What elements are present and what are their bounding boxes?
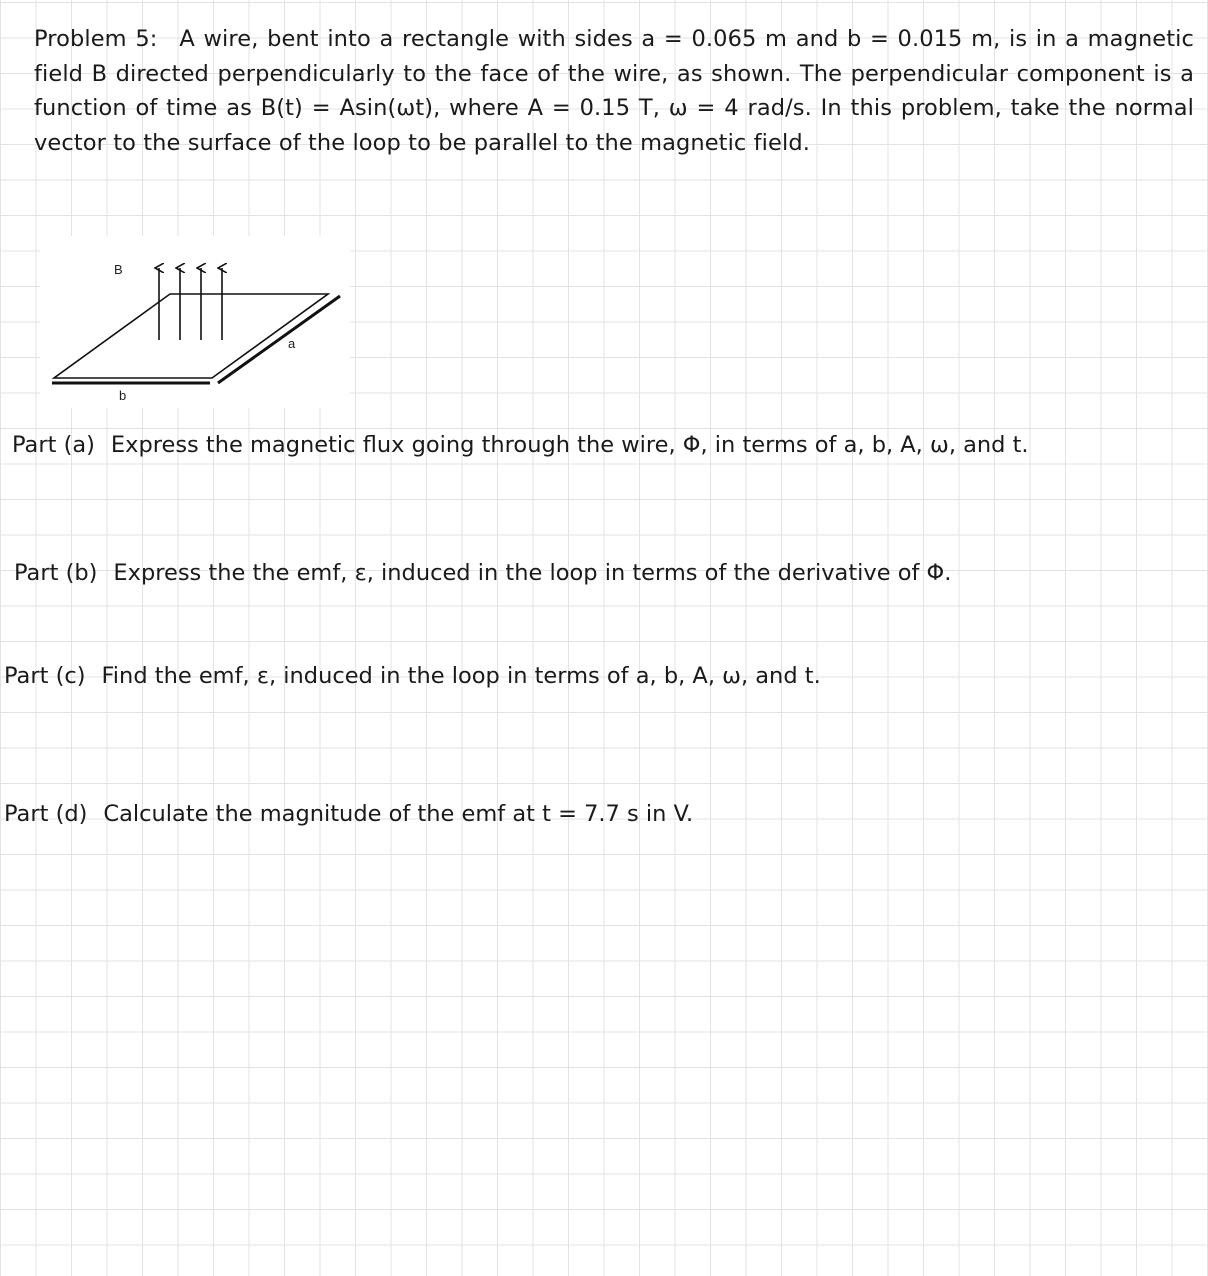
part-c-label: Part (c) — [4, 663, 86, 689]
problem-label: Problem 5: — [34, 26, 158, 52]
field-label-B: B — [114, 262, 123, 277]
loop-figure — [40, 236, 350, 408]
part-c — [4, 661, 821, 691]
part-a — [12, 430, 1029, 460]
part-d-label: Part (d) — [4, 801, 88, 827]
problem-text: A wire, bent into a rectangle with sides a = 0.065 m and b = 0.015 m, is in a magnetic field B directed perpendicularly to the face of the wire, as shown. The perpendicular component is a function of time as B(t) = Asin(ωt), where A = 0.15 T, ω = 4 rad/s. In this problem, take the normal vector to the surface of the loop to be parallel to the magnetic field. — [34, 26, 1194, 156]
part-c-text: Find the emf, ε, induced in the loop in terms of a, b, A, ω, and t. — [101, 663, 821, 689]
part-b — [14, 558, 951, 588]
part-b-label: Part (b) — [14, 560, 98, 586]
side-a-marker — [218, 296, 340, 383]
part-d — [4, 799, 693, 829]
part-a-label: Part (a) — [12, 432, 95, 458]
loop-diagram — [40, 236, 350, 408]
part-b-text: Express the the emf, ε, induced in the loop in terms of the derivative of Φ. — [113, 560, 952, 586]
part-d-text: Calculate the magnitude of the emf at t = 7.7 s in V. — [103, 801, 694, 827]
part-a-text: Express the magnetic flux going through the wire, Φ, in terms of a, b, A, ω, and t. — [110, 432, 1029, 458]
side-label-b: b — [119, 388, 127, 403]
problem-statement — [34, 22, 1194, 160]
side-label-a: a — [288, 336, 296, 351]
wire-loop — [54, 294, 328, 378]
